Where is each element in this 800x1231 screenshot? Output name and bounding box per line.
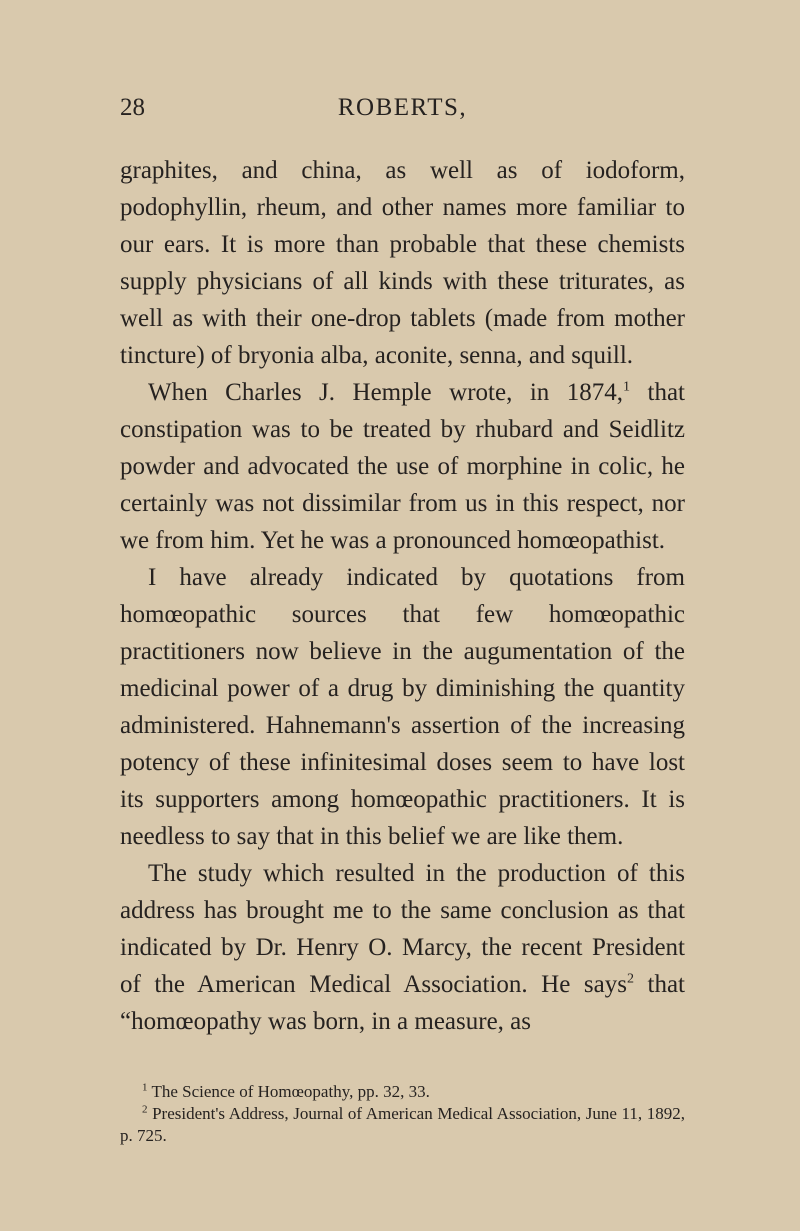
paragraph-2-text-b: that constipation was to be treated by rhubard and Seidlitz powder and advocated the use of morphine in colic, he certainly was not dissimilar from us in this respect, nor we from him. Yet he was a pronounced homœopathist. [120,379,685,554]
page-number: 28 [120,94,145,121]
running-head: ROBERTS, [337,94,468,121]
paragraph-4-text-a: The study which resulted in the production of this address has brought me to the same conclusion as that indicated by Dr. Henry O. Marcy, the recent President of the American Medical Association. He says [120,860,685,998]
footnote-marker: 1 [142,1081,148,1094]
footnote-text: The Science of Homœopathy, pp. 32, 33. [147,1082,430,1101]
footnote-2 [120,1103,685,1147]
footnotes [120,1081,685,1147]
paragraph-2-text-a: When Charles J. Hemple wrote, in 1874, [148,379,624,406]
paragraph-4 [120,855,685,1040]
footnote-1 [120,1081,685,1103]
paragraph-2 [120,374,685,559]
paragraph-3-text: I have already indicated by quotations from homœopathic sources that few homœopathic practitioners now believe in the augumentation of the medicinal power of a drug by diminishing the quantity administered. Hahnemann's assertion of the increasing potency of these infinitesimal doses seem to have lost its supporters among homœopathic practitioners. It is needless to say that in this belief we are like them. [120,564,685,850]
page-header [120,94,685,130]
footnote-marker: 2 [142,1103,148,1116]
footnote-ref-2: 2 [626,971,634,987]
body-text [120,152,685,1040]
footnote-text: President's Address, Journal of American Medical Association, June 11, 1892, p. 725. [120,1104,685,1145]
paragraph-3 [120,559,685,855]
footnote-ref-1: 1 [623,379,631,395]
paragraph-1 [120,152,685,374]
paragraph-1-text: graphites, and china, as well as of iodoform, podophyllin, rheum, and other names more familiar to our ears. It is more than probable that these chemists supply physicians of all kinds with these triturates, as well as with their one-drop tablets (made from mother tincture) of bryonia alba, aconite, senna, and squill. [120,157,685,369]
paragraph-4-text-b: that “homœopathy was born, in a measure, as [120,971,685,1035]
